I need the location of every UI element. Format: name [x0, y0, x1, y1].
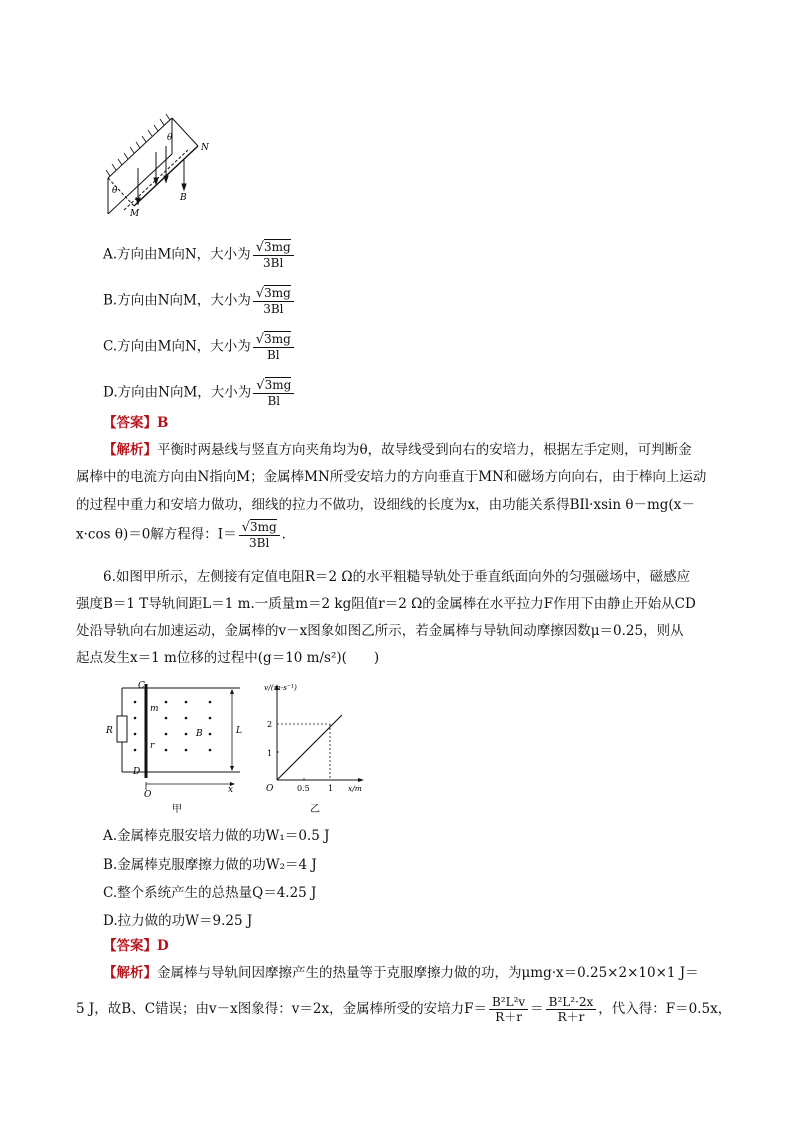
y-tick-2: 2	[267, 720, 273, 729]
q5-analysis-line2: 属棒中的电流方向由N指向M；金属棒MN所受安培力的方向垂直于MN和磁场方向向右，由于棒向上运动	[76, 469, 707, 485]
label-r: r	[150, 741, 155, 751]
q6-analysis-text1: 金属棒与导轨间因摩擦产生的热量等于克服摩擦力做的功，为μmg·x＝0.25×2×10×1 J＝	[157, 965, 699, 981]
q5-option-d-text: D.方向由N向M，大小为	[103, 384, 252, 401]
q6-analysis-text2b: ，代入得：F＝0.5x，	[598, 1001, 732, 1017]
q5-analysis-den: 3Bl	[248, 536, 270, 550]
q6-answer-value: D	[157, 938, 169, 954]
q5-option-a: A.方向由M向N，大小为 $\frac{√3mg}{3Bl}$	[103, 240, 296, 270]
label-C: C	[138, 681, 145, 691]
q6-answer	[103, 936, 169, 956]
y-axis-label: v/(m·s⁻¹)	[264, 683, 297, 692]
q5-option-b-text: B.方向由N向M，大小为	[103, 292, 251, 309]
circuit-figure-jia	[100, 678, 250, 814]
caption-yi: 乙	[310, 804, 320, 814]
q6-option-a: A.金属棒克服安培力做的功W₁＝0.5 J	[103, 828, 330, 844]
q5-option-a-text: A.方向由M向N，大小为	[103, 246, 251, 263]
q6-frac1-num: B²L²v	[489, 995, 528, 1010]
q5-c-num: 3mg	[264, 332, 291, 346]
q5-answer-value: B	[157, 415, 169, 431]
q5-analysis-num: 3mg	[249, 520, 277, 534]
q6-option-c: C.整个系统产生的总热量Q＝4.25 J	[103, 885, 317, 901]
q5-answer-tag: 【答案】	[103, 415, 157, 431]
theta-label-2: θ	[167, 133, 173, 143]
q5-option-b: B.方向由N向M，大小为 $\frac{√3mg}{3Bl}$	[103, 286, 296, 316]
q5-b-den: 3Bl	[263, 302, 284, 316]
q5-option-d: D.方向由N向M，大小为 $\frac{√3mg}{Bl}$	[103, 378, 296, 408]
q6-eq: ＝	[530, 1001, 544, 1017]
q6-stem-line3: 处沿导轨向右加速运动，金属棒的v－x图象如图乙所示，若金属棒与导轨间动摩擦因数μ＝0.25，则从	[76, 623, 684, 639]
label-B-field: B	[196, 729, 203, 739]
label-O-left: O	[144, 790, 152, 800]
label-N: N	[201, 143, 209, 153]
q5-analysis-text1: 平衡时两悬线与竖直方向夹角均为θ，故导线受到向右的安培力，根据左手定则，可判断金	[157, 442, 692, 458]
q6-option-d: D.拉力做的功W＝9.25 J	[103, 913, 253, 929]
q6-analysis-text2: 5 J，故B、C错误；由v－x图象得：v＝2x，金属棒所受的安培力F＝	[76, 1001, 487, 1017]
q5-c-den: Bl	[266, 348, 280, 362]
caption-jia: 甲	[172, 804, 182, 814]
q5-option-c: C.方向由M向N，大小为 $\frac{√3mg}{Bl}$	[103, 332, 296, 362]
q5-b-num: 3mg	[264, 286, 291, 300]
q5-analysis-text4: x·cos θ)＝0解方程得：I＝	[76, 526, 237, 543]
origin-label: O	[266, 784, 274, 794]
label-m: m	[150, 704, 159, 714]
q5-answer	[103, 413, 168, 433]
q6-option-b: B.金属棒克服摩擦力做的功W₂＝4 J	[103, 857, 317, 873]
y-tick-1: 1	[267, 749, 273, 758]
q6-analysis-line2	[76, 995, 731, 1024]
theta-label-1: θ	[112, 186, 118, 196]
q5-option-c-text: C.方向由M向N，大小为	[103, 338, 251, 355]
q6-frac2-den: R＋r	[557, 1010, 585, 1024]
q5-analysis-tag: 【解析】	[103, 442, 157, 458]
q5-analysis-line4: x·cos θ)＝0解方程得：I＝ $\frac{√3mg}{3Bl}$ .	[76, 520, 286, 550]
x-tick-1: 1	[328, 784, 334, 793]
q5-analysis-line1	[103, 440, 692, 460]
q5-a-den: 3Bl	[263, 256, 284, 270]
label-B: B	[180, 193, 187, 203]
q6-stem-line1: 6.如图甲所示，左侧接有定值电阻R＝2 Ω的水平粗糙导轨处于垂直纸面向外的匀强磁场中，磁感应	[103, 569, 691, 585]
inclined-rod-figure	[100, 110, 220, 222]
vx-graph-yi	[262, 678, 374, 814]
q6-analysis-line1	[103, 963, 699, 983]
q5-d-num: 3mg	[264, 378, 292, 392]
label-L: L	[236, 726, 242, 736]
label-D: D	[133, 767, 141, 777]
q5-analysis-end: .	[281, 526, 286, 543]
x-tick-05: 0.5	[297, 784, 310, 793]
label-R: R	[106, 726, 113, 736]
q6-stem-line2: 强度B＝1 T导轨间距L＝1 m.一质量m＝2 kg阻值r＝2 Ω的金属棒在水平拉力F作用下由静止开始从CD	[76, 596, 696, 612]
q6-analysis-tag: 【解析】	[103, 965, 157, 981]
q5-a-num: 3mg	[263, 240, 291, 254]
q5-d-den: Bl	[267, 394, 281, 408]
q5-analysis-line3: 的过程中重力和安培力做功，细线的拉力不做功，设细线的长度为x，由功能关系得BIl·xsin θ－mg(x－	[76, 497, 695, 513]
q6-answer-tag: 【答案】	[103, 938, 157, 954]
q6-stem-line4: 起点发生x＝1 m位移的过程中(g＝10 m/s²)( )	[76, 650, 380, 666]
q6-frac2-num: B²L²·2x	[546, 995, 597, 1010]
q6-frac1-den: R＋r	[495, 1010, 522, 1024]
label-x-left: x	[228, 785, 234, 795]
label-M: M	[130, 209, 140, 219]
x-axis-label: x/m	[348, 784, 362, 793]
